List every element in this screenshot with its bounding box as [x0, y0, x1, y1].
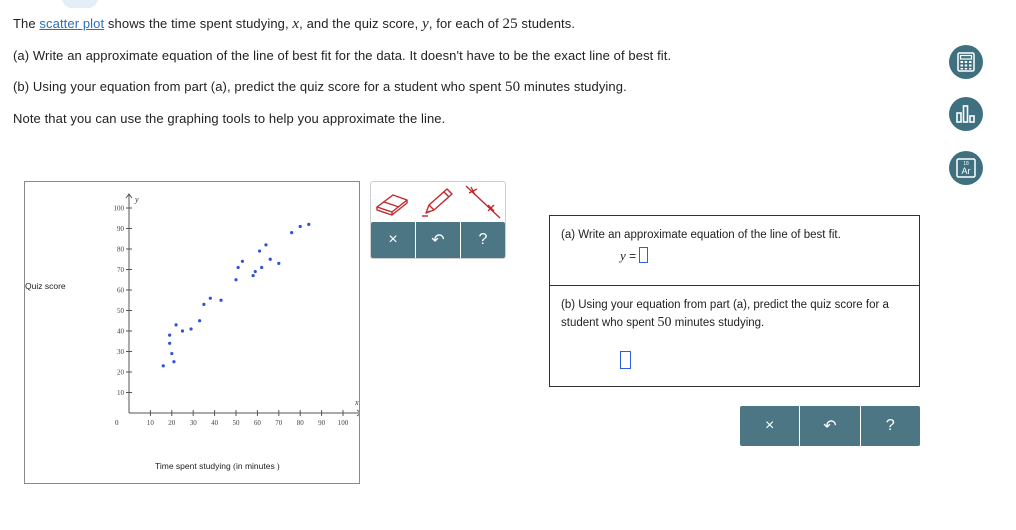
data-point	[290, 231, 293, 234]
graph-clear-button[interactable]: ×	[388, 231, 398, 248]
data-point	[219, 299, 222, 302]
data-point	[299, 225, 302, 228]
data-point	[209, 297, 212, 300]
origin-label: 0	[115, 419, 119, 427]
periodic-atomic-number: 18	[963, 161, 969, 167]
intro-text: , and the quiz score,	[299, 16, 423, 31]
y-tick-label: 50	[117, 307, 124, 315]
student-count: 25	[502, 16, 518, 32]
data-point	[181, 329, 184, 332]
y-tick-label: 20	[117, 368, 124, 377]
answer-clear-button[interactable]: ×	[764, 417, 775, 434]
data-point	[264, 243, 267, 246]
answer-action-bar	[740, 406, 920, 446]
question-note: Note that you can use the graphing tools to help you approximate the line.	[13, 111, 446, 126]
data-point	[172, 360, 175, 363]
data-point	[258, 249, 261, 252]
data-chart-button[interactable]	[949, 97, 983, 131]
pencil-tool[interactable]	[416, 182, 461, 222]
graph-help-button[interactable]: ?	[460, 222, 505, 258]
data-point	[202, 303, 205, 306]
x-tick-label: 20	[168, 419, 176, 427]
pencil-icon	[420, 186, 456, 218]
answer-undo-button[interactable]: ↶	[799, 406, 859, 446]
scatter-plot-link[interactable]: scatter plot	[39, 16, 105, 31]
answer-a-input[interactable]	[639, 247, 648, 263]
x-tick-label: 100	[337, 419, 349, 427]
x-tick-label: 30	[189, 419, 197, 427]
answer-divider	[550, 285, 919, 286]
data-point	[174, 323, 177, 326]
calculator-button[interactable]	[949, 45, 983, 79]
question-part-b	[13, 79, 627, 96]
data-point	[162, 364, 165, 367]
x-tick-label: 70	[275, 419, 283, 427]
x-tick-label: 60	[253, 419, 261, 427]
intro-text: students.	[517, 16, 576, 31]
scatter-plot-chart[interactable]	[25, 182, 359, 483]
x-axis-label	[155, 461, 280, 471]
data-point	[254, 270, 257, 273]
x-axis-label-main: Time spent studying	[155, 461, 234, 471]
x-tick-label: 90	[318, 419, 326, 427]
y-tick-label: 40	[117, 327, 124, 336]
variable-x: x	[292, 16, 300, 32]
graph-tool-row	[371, 182, 505, 222]
y-tick-label: 100	[113, 204, 124, 213]
data-point	[237, 266, 240, 269]
data-point	[269, 258, 272, 261]
eraser-tool[interactable]	[371, 182, 416, 222]
chart-axes	[126, 194, 359, 416]
line-tool[interactable]	[460, 182, 505, 222]
x-tick-label: 10	[146, 419, 154, 427]
data-point	[189, 327, 192, 330]
data-point	[260, 266, 263, 269]
top-tab-nub	[62, 0, 98, 8]
part-b-text: minutes studying.	[520, 79, 627, 94]
data-point	[234, 278, 237, 281]
data-point	[168, 334, 171, 337]
question-intro	[13, 16, 575, 33]
y-tick-label: 60	[117, 286, 124, 295]
graph-action-bar	[371, 222, 505, 258]
y-tick-label: 80	[117, 245, 124, 254]
question-part-a: (a) Write an approximate equation of the line of best fit for the data. It doesn't have to be the exact line of best fit.	[13, 48, 672, 63]
graph-undo-button[interactable]: ↶	[415, 222, 460, 258]
data-point	[198, 319, 201, 322]
x-axis-variable: x	[355, 398, 359, 407]
answer-b-text: minutes studying.	[671, 317, 765, 329]
y-tick-label: 10	[117, 389, 124, 397]
part-b-minutes: 50	[505, 79, 521, 95]
intro-text: The	[13, 16, 40, 31]
y-axis-variable: y	[135, 195, 139, 204]
answer-b-input[interactable]	[620, 351, 631, 369]
graph-frame[interactable]	[24, 181, 360, 484]
graph-tool-panel	[370, 181, 506, 259]
periodic-symbol: Ar	[961, 166, 971, 176]
intro-text: shows the time spent studying,	[104, 16, 293, 31]
line-draw-icon	[463, 183, 503, 221]
part-b-text: (b) Using your equation from part (a), predict the quiz score for a student who spent	[13, 79, 506, 94]
y-tick-label: 30	[117, 348, 124, 356]
answer-b-text: student who spent	[561, 317, 658, 329]
data-point	[252, 274, 255, 277]
answer-a-equation	[620, 247, 648, 265]
answer-box	[549, 215, 920, 387]
answer-a-prompt: (a) Write an approximate equation of the line of best fit.	[561, 229, 841, 241]
x-axis-label-units: in minutes	[235, 461, 275, 471]
variable-y: y	[422, 16, 429, 32]
y-tick-label: 90	[117, 225, 124, 233]
bar-chart-icon	[955, 104, 977, 124]
data-points	[162, 223, 311, 368]
x-axis-label-paren: (	[233, 461, 236, 471]
data-point	[277, 262, 280, 265]
y-tick-label: 70	[117, 266, 124, 274]
answer-help-button[interactable]: ?	[860, 406, 920, 446]
answer-b-prompt-line1: (b) Using your equation from part (a), predict the quiz score for a	[561, 299, 889, 311]
x-tick-label: 80	[296, 419, 304, 427]
answer-b-minutes: 50	[657, 315, 672, 330]
equation-y: y	[620, 248, 626, 263]
data-point	[168, 342, 171, 345]
periodic-table-icon	[955, 157, 977, 179]
intro-text: , for each of	[428, 16, 503, 31]
x-tick-label: 50	[232, 419, 240, 427]
data-point	[307, 223, 310, 226]
calculator-icon	[956, 52, 976, 72]
equation-equals: =	[629, 249, 637, 263]
eraser-icon	[373, 187, 413, 217]
x-tick-label: 40	[211, 419, 219, 427]
y-axis-label: Quiz score	[25, 281, 66, 291]
periodic-table-button[interactable]	[949, 151, 983, 185]
x-axis-label-paren: )	[276, 461, 280, 471]
answer-b-input-row	[620, 351, 631, 372]
data-point	[170, 352, 173, 355]
data-point	[241, 260, 244, 263]
answer-b-prompt-line2	[561, 314, 764, 332]
